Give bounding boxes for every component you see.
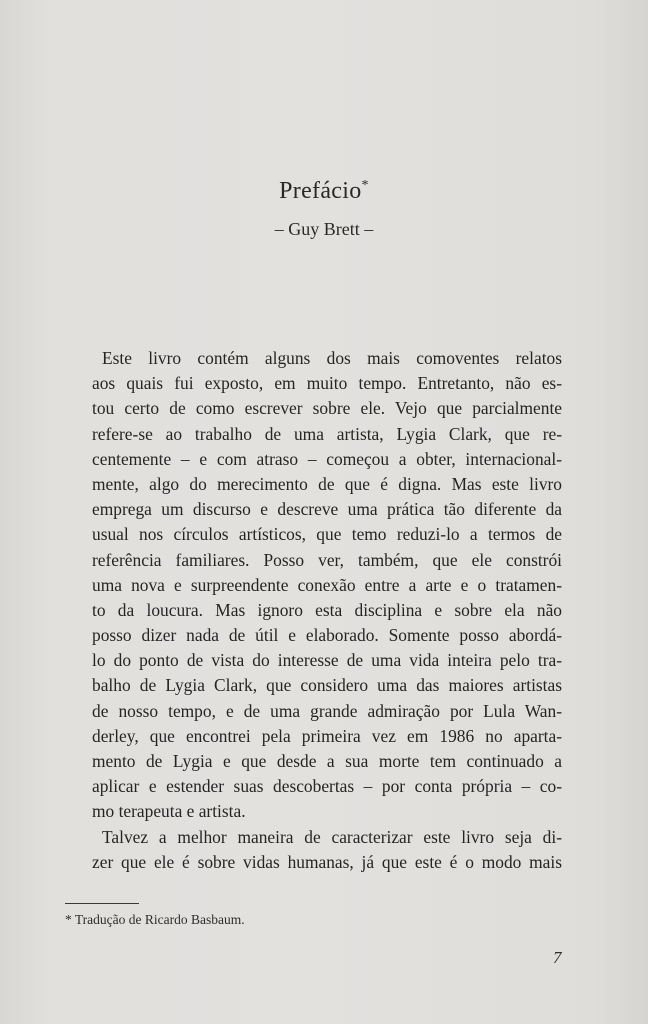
body-line: mente, algo do merecimento de que é digna. Mas este livro [92, 473, 562, 494]
chapter-title-text: Prefácio [279, 178, 362, 204]
chapter-author: – Guy Brett – [274, 219, 374, 239]
show-through-text [300, 52, 304, 78]
body-line: aos quais fui exposto, em muito tempo. Entretanto, não es- [92, 373, 562, 394]
footnote-marker: * [361, 178, 369, 193]
body-line: uma nova e surpreendente conexão entre a arte e o tratamen- [92, 574, 562, 595]
body-line: aplicar e estender suas descobertas – por conta própria – co- [92, 776, 562, 797]
body-line: posso dizer nada de útil e elaborado. Somente posso abordá- [92, 625, 562, 646]
body-line: Talvez a melhor maneira de caracterizar este livro seja di- [102, 826, 562, 847]
body-line: balho de Lygia Clark, que considero uma das maiores artistas [92, 675, 562, 696]
body-line: to da loucura. Mas ignoro esta disciplina e sobre ela não [92, 599, 562, 620]
body-line: zer que ele é sobre vidas humanas, já que este é o modo mais [92, 851, 562, 872]
chapter-title [0, 178, 648, 205]
body-line: mento de Lygia e que desde a sua morte tem continuado a [92, 751, 562, 771]
body-text [92, 346, 562, 875]
body-line: centemente – e com atraso – começou a obter, internacional- [92, 448, 562, 469]
ghost-line [300, 55, 304, 74]
body-line: de nosso tempo, e de uma grande admiração por Lula Wan- [92, 700, 562, 721]
body-line: emprega um discurso e descreve uma prática tão diferente da [92, 499, 562, 520]
body-line: derley, que encontrei pela primeira vez em 1986 no aparta- [92, 725, 562, 746]
body-line: Este livro contém alguns dos mais comoventes relatos [102, 348, 562, 368]
body-line: mo terapeuta e artista. [92, 801, 246, 822]
body-line: usual nos círculos artísticos, que temo reduzi-lo a termos de [92, 524, 562, 545]
body-line: referência familiares. Posso ver, também, que ele constrói [92, 549, 562, 570]
body-line: lo do ponto de vista do interesse de uma vida inteira pelo tra- [92, 650, 562, 671]
footnote: * Tradução de Ricardo Basbaum. [65, 912, 245, 927]
footnote-rule [65, 903, 139, 904]
page-number: 7 [553, 948, 562, 967]
body-line: tou certo de como escrever sobre ele. Vejo que parcialmente [92, 398, 562, 419]
body-line: refere-se ao trabalho de uma artista, Lygia Clark, que re- [92, 423, 562, 444]
